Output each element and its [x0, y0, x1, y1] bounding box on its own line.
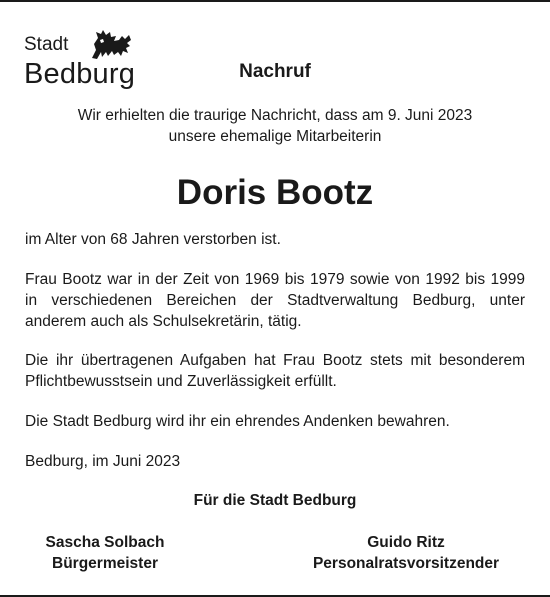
intro-line-1: Wir erhielten die traurige Nachricht, dass am 9. Juni 2023: [77, 107, 473, 124]
signatory-title: Bürgermeister: [52, 555, 158, 572]
duties-paragraph: Die ihr übertragenen Aufgaben hat Frau Bootz stets mit besonderem Pflichtbewusstsein und Zuverlässigkeit erfüllt.: [25, 352, 525, 390]
signatory-mayor: [25, 532, 185, 574]
logo-small-text: Stadt: [24, 34, 69, 55]
top-border: [0, 0, 550, 2]
deceased-name: Doris Bootz: [176, 173, 374, 212]
signoff: Für die Stadt Bedburg: [193, 492, 357, 509]
notice-heading: Nachruf: [239, 61, 311, 82]
place-date: Bedburg, im Juni 2023: [25, 453, 181, 470]
city-logo: [24, 28, 139, 92]
remembrance-paragraph: Die Stadt Bedburg wird ihr ein ehrendes Andenken bewahren.: [25, 413, 450, 430]
signatory-name: Guido Ritz: [367, 534, 445, 551]
signatory-staff-council: [290, 532, 522, 574]
career-paragraph: Frau Bootz war in der Zeit von 1969 bis 1979 sowie von 1992 bis 1999 in verschiedenen Bereichen der Stadtverwaltung Bedburg, unter anderem auch als Schulsekretärin, tätig.: [25, 271, 525, 330]
signatory-title: Personalratsvorsitzender: [312, 555, 500, 572]
age-paragraph: im Alter von 68 Jahren verstorben ist.: [25, 231, 281, 248]
intro-line-2: unsere ehemalige Mitarbeiterin: [168, 128, 382, 145]
logo-city-name: Bedburg: [24, 58, 136, 90]
signatory-name: Sascha Solbach: [45, 534, 165, 551]
lion-icon: [86, 28, 136, 62]
intro-text: [25, 105, 525, 147]
